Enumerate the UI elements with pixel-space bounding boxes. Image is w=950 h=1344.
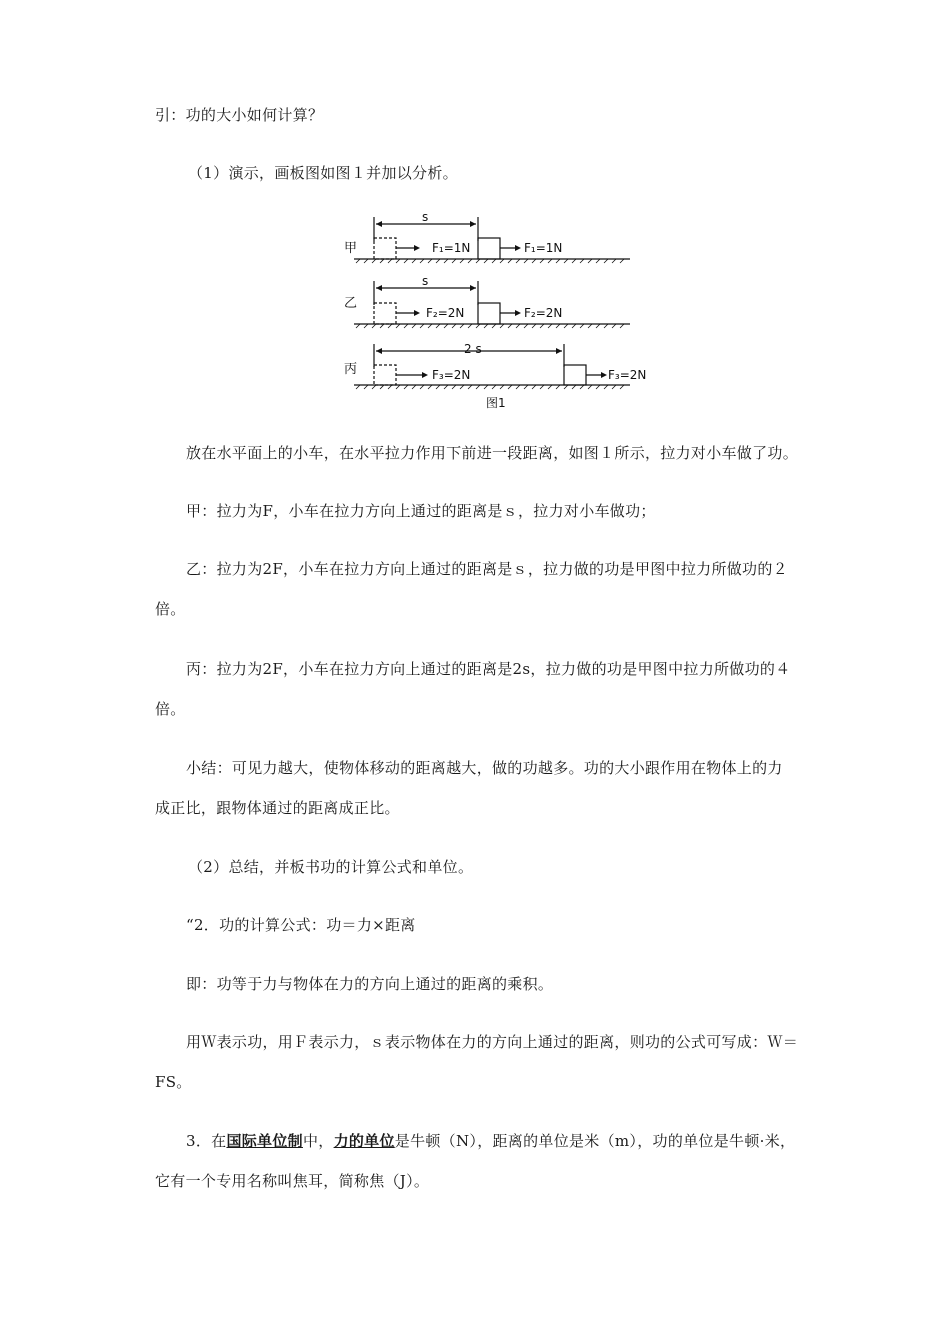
paragraph-bing-line1: 丙：拉力为2F，小车在拉力方向上通过的距离是2s，拉力做的功是甲图中拉力所做功的４ (186, 660, 791, 678)
paragraph-cart: 放在水平面上的小车，在水平拉力作用下前进一段距离，如图１所示，拉力对小车做了功。 (186, 444, 799, 462)
distance-label-jia: s (422, 210, 429, 224)
row-label-yi: 乙 (344, 296, 358, 311)
paragraph-yi-line1: 乙：拉力为2F，小车在拉力方向上通过的距离是ｓ，拉力做的功是甲图中拉力所做功的２ (186, 560, 788, 578)
meaning-line: 即：功等于力与物体在力的方向上通过的距离的乘积。 (186, 975, 554, 993)
demo-step: （1）演示，画板图如图１并加以分析。 (188, 164, 458, 182)
force-unit-link[interactable]: 力的单位 (333, 1132, 395, 1150)
formula-line: “2．功的计算公式：功＝力×距离 (186, 916, 416, 934)
symbols-line2: FS。 (155, 1073, 192, 1091)
force-label-bing-left: F₃=2N (432, 368, 471, 382)
force-label-jia-left: F₁=1N (432, 241, 471, 255)
symbols-line1: 用Ｗ表示功，用Ｆ表示力，ｓ表示物体在力的方向上通过的距离，则功的公式可写成：Ｗ＝ (186, 1033, 799, 1051)
units-rest: 是牛顿（N），距离的单位是米（m），功的单位是牛顿·米， (394, 1132, 796, 1150)
paragraph-jia: 甲：拉力为F，小车在拉力方向上通过的距离是ｓ，拉力对小车做功； (186, 502, 656, 520)
force-label-bing-right: F₃=2N (608, 368, 647, 382)
units-mid: 中， (302, 1132, 334, 1150)
distance-label-bing: 2 s (464, 342, 482, 356)
si-units-link[interactable]: 国际单位制 (226, 1132, 303, 1150)
figure-caption: 图1 (486, 396, 506, 410)
paragraph-yi-line2: 倍。 (155, 600, 186, 618)
force-label-yi-right: F₂=2N (524, 306, 563, 320)
summary-line2: 成正比，跟物体通过的距离成正比。 (155, 799, 400, 817)
paragraph-bing-line2: 倍。 (155, 700, 186, 718)
force-label-yi-left: F₂=2N (426, 306, 465, 320)
units-line2: 它有一个专用名称叫焦耳，简称焦（J）。 (155, 1172, 430, 1190)
summary-line1: 小结：可见力越大，使物体移动的距离越大，做的功越多。功的大小跟作用在物体上的力 (186, 759, 783, 777)
conclude-step: （2）总结，并板书功的计算公式和单位。 (188, 858, 474, 876)
intro-question: 引：功的大小如何计算？ (155, 106, 324, 124)
force-label-jia-right: F₁=1N (524, 241, 563, 255)
distance-label-yi: s (422, 274, 429, 288)
figure-1 (340, 210, 647, 413)
row-label-jia: 甲 (344, 241, 358, 256)
row-label-bing: 丙 (344, 362, 358, 377)
units-line1 (186, 1131, 795, 1151)
units-prefix: 3．在 (186, 1132, 227, 1150)
